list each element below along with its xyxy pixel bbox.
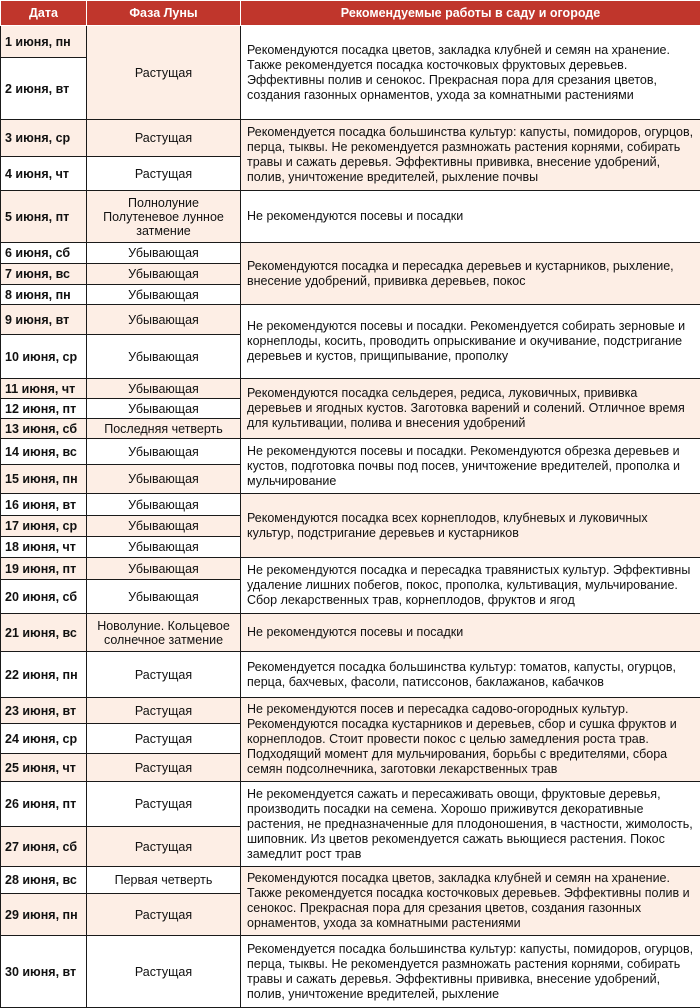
table-row (1, 652, 700, 698)
date-cell: 26 июня, пт (1, 782, 87, 827)
moon-phase-cell: Убывающая (87, 243, 241, 264)
date-cell: 3 июня, ср (1, 120, 87, 157)
date-cell: 12 июня, пт (1, 399, 87, 419)
moon-phase-cell: Растущая (87, 936, 241, 1008)
moon-phase-cell: Растущая (87, 724, 241, 754)
date-cell: 21 июня, вс (1, 614, 87, 652)
table-row (1, 305, 700, 335)
table-row (1, 439, 700, 465)
date-cell: 5 июня, пт (1, 191, 87, 243)
moon-phase-cell: Убывающая (87, 580, 241, 614)
moon-phase-cell: Убывающая (87, 494, 241, 516)
date-cell: 24 июня, ср (1, 724, 87, 754)
moon-phase-cell: Новолуние. Кольцевое солнечное затмение (87, 614, 241, 652)
date-cell: 17 июня, ср (1, 516, 87, 537)
recommendation-cell: Рекомендуются посадка и пересадка деревьев и кустарников, рыхление, внесение удобрений, прививка деревьев, покос (241, 243, 700, 305)
moon-phase-cell: Растущая (87, 698, 241, 724)
moon-phase-cell: Убывающая (87, 558, 241, 580)
date-cell: 6 июня, сб (1, 243, 87, 264)
recommendation-cell: Рекомендуются посадка цветов, закладка клубней и семян на хранение. Также рекомендуется посадка косточковых деревьев. Эффективны полив и сенокос. Прекрасная пора для срезания цветов, создания газонных орнаментов, ухода за комнатными растениями (241, 867, 700, 936)
table-row (1, 936, 700, 1008)
moon-phase-cell: Убывающая (87, 379, 241, 399)
table-row (1, 379, 700, 399)
recommendation-cell: Рекомендуются посадка цветов, закладка клубней и семян на хранение. Также рекомендуется посадка косточковых фруктовых деревьев. Эффективны полив и сенокос. Прекрасная пора для срезания цветов, создания газонных орнаментов, ухода за комнатными растениями (241, 26, 700, 120)
recommendation-cell: Не рекомендуются посевы и посадки. Рекомендуется собирать зерновые и корнеплоды, косить, проводить опрыскивание и окучивание, подстригание деревьев и кустов, прищипывание, прополку (241, 305, 700, 379)
moon-phase-cell: Растущая (87, 782, 241, 827)
moon-phase-cell: Растущая (87, 894, 241, 936)
date-cell: 11 июня, чт (1, 379, 87, 399)
moon-phase-cell: Убывающая (87, 465, 241, 494)
date-cell: 15 июня, пн (1, 465, 87, 494)
moon-phase-cell: Убывающая (87, 285, 241, 305)
recommendation-cell: Не рекомендуется сажать и пересаживать овощи, фруктовые деревья, производить посадки на семена. Хорошо приживутся декоративные растения, не предназначенные для плодоношения, в частности, жимолость, шиповник. Из цветов рекомендуется сажать вьющиеся растения. Покос замедлит рост трав (241, 782, 700, 867)
moon-phase-cell: Растущая (87, 26, 241, 120)
moon-phase-cell: Убывающая (87, 264, 241, 285)
date-cell: 30 июня, вт (1, 936, 87, 1008)
date-cell: 13 июня, сб (1, 419, 87, 439)
header-works: Рекомендуемые работы в саду и огороде (241, 1, 700, 26)
moon-phase-cell: Убывающая (87, 516, 241, 537)
moon-phase-cell: Полнолуние Полутеневое лунное затмение (87, 191, 241, 243)
date-cell: 25 июня, чт (1, 754, 87, 782)
header-phase: Фаза Луны (87, 1, 241, 26)
recommendation-cell: Не рекомендуются посев и пересадка садово-огородных культур. Рекомендуются посадка кустарников и деревьев, сбор и сушка фруктов и корнеплодов. Стоит провести покос с целью замедления роста трав. Подходящий момент для мульчирования, борьбы с вредителями, сбора семян подсолнечника, заготовки лекарственных трав (241, 698, 700, 782)
date-cell: 29 июня, пн (1, 894, 87, 936)
date-cell: 2 июня, вт (1, 58, 87, 120)
date-cell: 23 июня, вт (1, 698, 87, 724)
date-cell: 18 июня, чт (1, 537, 87, 558)
moon-phase-cell: Убывающая (87, 305, 241, 335)
date-cell: 27 июня, сб (1, 827, 87, 867)
table-row (1, 494, 700, 516)
header-date: Дата (1, 1, 87, 26)
recommendation-cell: Рекомендуется посадка большинства культур: томатов, капусты, огурцов, перца, бахчевых, фасоли, патиссонов, баклажанов, кабачков (241, 652, 700, 698)
recommendation-cell: Рекомендуются посадка сельдерея, редиса, луковичных, прививка деревьев и ягодных кустов. Заготовка варений и солений. Отличное время для культивации, полива и внесения удобрений (241, 379, 700, 439)
date-cell: 10 июня, ср (1, 335, 87, 379)
table-row (1, 191, 700, 243)
table-row (1, 867, 700, 894)
date-cell: 28 июня, вс (1, 867, 87, 894)
moon-phase-cell: Убывающая (87, 335, 241, 379)
date-cell: 9 июня, вт (1, 305, 87, 335)
moon-phase-cell: Растущая (87, 652, 241, 698)
table-row (1, 782, 700, 827)
date-cell: 4 июня, чт (1, 157, 87, 191)
moon-phase-cell: Последняя четверть (87, 419, 241, 439)
moon-phase-cell: Убывающая (87, 537, 241, 558)
table-row (1, 26, 700, 58)
table-row (1, 243, 700, 264)
recommendation-cell: Не рекомендуются посевы и посадки. Рекомендуются обрезка деревьев и кустов, подготовка почвы под посев, уничтожение вредителей, прополка и мульчирование (241, 439, 700, 494)
moon-phase-cell: Убывающая (87, 399, 241, 419)
recommendation-cell: Рекомендуются посадка всех корнеплодов, клубневых и луковичных культур, подстригание деревьев и кустарников (241, 494, 700, 558)
date-cell: 22 июня, пн (1, 652, 87, 698)
recommendation-cell: Рекомендуется посадка большинства культур: капусты, помидоров, огурцов, перца, тыквы. Не рекомендуется размножать растения корнями, собирать травы и сажать деревья. Эффективны прививка, внесение удобрений, полив, уничтожение вредителей, рыхление (241, 936, 700, 1008)
moon-phase-cell: Растущая (87, 157, 241, 191)
recommendation-cell: Не рекомендуются посевы и посадки (241, 191, 700, 243)
date-cell: 1 июня, пн (1, 26, 87, 58)
moon-phase-cell: Первая четверть (87, 867, 241, 894)
table-header (1, 1, 700, 26)
table-row (1, 698, 700, 724)
date-cell: 20 июня, сб (1, 580, 87, 614)
moon-phase-cell: Растущая (87, 754, 241, 782)
date-cell: 7 июня, вс (1, 264, 87, 285)
date-cell: 14 июня, вс (1, 439, 87, 465)
recommendation-cell: Не рекомендуются посадка и пересадка травянистых культур. Эффективны удаление лишних побегов, покос, прополка, культивация, мульчирование. Сбор лекарственных трав, корнеплодов, фруктов и ягод (241, 558, 700, 614)
recommendation-cell: Рекомендуется посадка большинства культур: капусты, помидоров, огурцов, перца, тыквы. Не рекомендуется размножать растения корнями, собирать травы и сажать деревья. Эффективны прививка, внесение удобрений, полив, уничтожение вредителей, рыхление почвы (241, 120, 700, 191)
table-row (1, 120, 700, 157)
table-row (1, 614, 700, 652)
date-cell: 8 июня, пн (1, 285, 87, 305)
date-cell: 19 июня, пт (1, 558, 87, 580)
moon-phase-cell: Убывающая (87, 439, 241, 465)
recommendation-cell: Не рекомендуются посевы и посадки (241, 614, 700, 652)
date-cell: 16 июня, вт (1, 494, 87, 516)
table-row (1, 558, 700, 580)
moon-phase-cell: Растущая (87, 120, 241, 157)
moon-phase-cell: Растущая (87, 827, 241, 867)
